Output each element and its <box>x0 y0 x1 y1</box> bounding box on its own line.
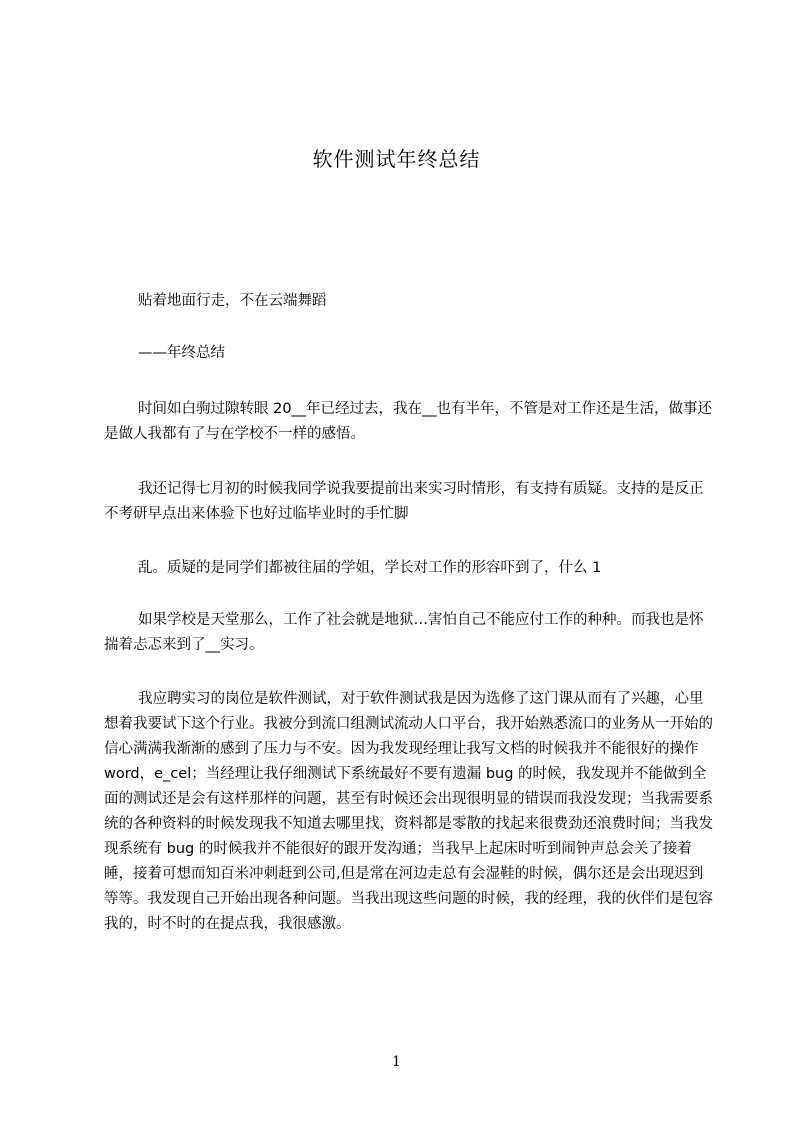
paragraph: 我应聘实习的岗位是软件测试，对于软件测试我是因为选修了这门课从而有了兴趣，心里想着我要试下这个行业。我被分到流口组测试流动人口平台，我开始熟悉流口的业务从一开始的信心满满我渐渐的感到了压力与不安。因为我发现经理让我写文档的时候我并不能很好的操作 word，e_cel；当经理让我仔细测试下系统最好不要有遗漏 bug 的时候，我发现并不能做到全面的测试还是会有这样那样的问题，甚至有时候还会出现很明显的错误而我没发现；当我需要系统的各种资料的时候发现我不知道去哪里找，资料都是零散的找起来很费劲还浪费时间；当我发现系统有 bug 的时候我并不能很好的跟开发沟通；当我早上起床时听到闹钟声总会关了接着睡，接着可想而知百米冲刺赶到公司,但是常在河边走总有会湿鞋的时候，偶尔还是会出现迟到等等。我发现自己开始出现各种问题。当我出现这些问题的时候，我的经理，我的伙伴们是包容我的，时不时的在提点我，我很感激。 <box>104 691 713 932</box>
paragraph: 如果学校是天堂那么，工作了社会就是地狱…害怕自己不能应付工作的种种。而我也是怀揣着忐忑来到了__实习。 <box>104 612 704 653</box>
page-number: 1 <box>392 1054 401 1070</box>
page-title: 软件测试年终总结 <box>312 147 481 171</box>
paragraph: 乱。质疑的是同学们都被往届的学姐，学长对工作的形容吓到了，什么 1 <box>138 560 602 576</box>
motto-line: 贴着地面行走，不在云端舞蹈 <box>138 293 327 309</box>
paragraph: 时间如白驹过隙转眼 20__年已经过去，我在__也有半年，不管是对工作还是生活，做事还是做人我都有了与在学校不一样的感悟。 <box>104 401 713 442</box>
signature-line: ——年终总结 <box>138 345 225 361</box>
paragraph: 我还记得七月初的时候我同学说我要提前出来实习时情形，有支持有质疑。支持的是反正不考研早点出来体验下也好过临毕业时的手忙脚 <box>104 481 704 522</box>
